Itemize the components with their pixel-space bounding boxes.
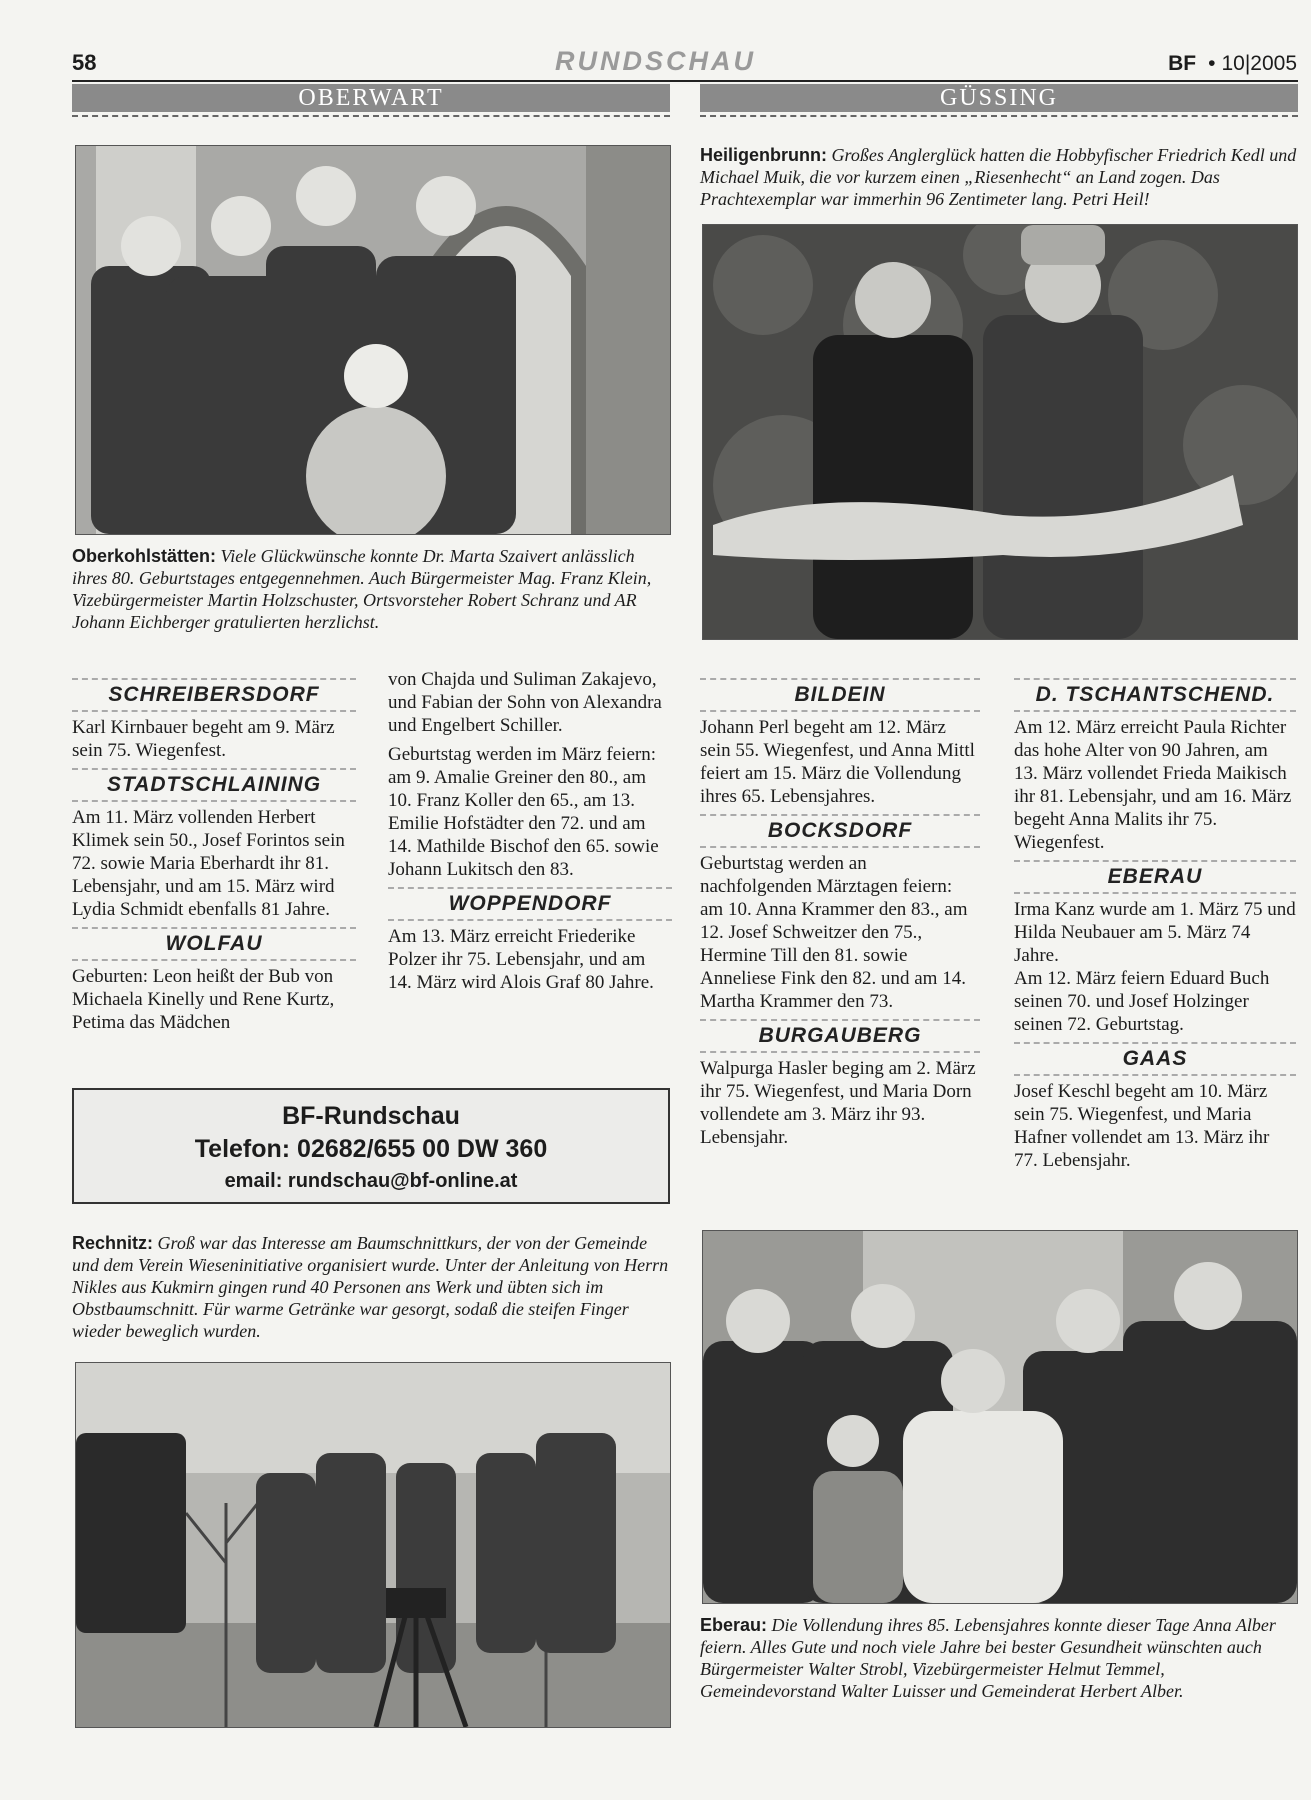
caption-eberau — [700, 1614, 1300, 1702]
issue-info — [1168, 52, 1297, 76]
caption-text: Viele Glückwünsche konnte Dr. Marta Szaivert anlässlich ihres 80. Geburtstages entgegennehmen. Auch Bürgermeister Mag. Franz Klein, Vizebürgermeister Martin Holzschuster, Ortsvorsteher Robert Schranz und AR Johann Eichberger gratulierten herzlichst. — [72, 546, 652, 632]
text-deutsch-tschantschendorf: Am 12. März erreicht Paula Richter das hohe Alter von 90 Jahren, am 13. März vollendet Frieda Maikisch ihr 81. Lebensjahr, und am 16. März begeht Anna Malits ihr 75. Wiegenfest. — [1014, 717, 1292, 853]
brand: BF — [1168, 52, 1197, 75]
caption-rechnitz — [72, 1232, 672, 1342]
column-3 — [700, 678, 980, 1155]
text-bildein: Johann Perl begeht am 12. März sein 55. Wiegenfest, und Anna Mittl feiert am 15. März die Vollendung ihres 65. Lebensjahres. — [700, 717, 975, 807]
heading-woppendorf: WOPPENDORF — [388, 887, 672, 921]
photo-eberau — [702, 1230, 1298, 1604]
section-oberwart: OBERWART — [72, 84, 670, 112]
text-burgauberg: Walpurga Hasler beging am 2. März ihr 75. Wiegenfest, und Maria Dorn vollendete am 3. März ihr 93. Lebensjahr. — [700, 1058, 976, 1148]
photo-heiligenbrunn — [702, 224, 1298, 640]
header-rule — [72, 80, 1298, 82]
caption-text: Groß war das Interesse am Baumschnittkurs, der von der Gemeinde und dem Verein Wieseninitiative organisiert wurde. Unter der Anleitung von Herrn Nikles aus Kukmirn gingen rund 40 Personen ans Werk und übten sich im Obstbaumschnitt. Für warme Getränke war gesorgt, sodaß die steifen Finger wieder beweglich wurden. — [72, 1233, 669, 1341]
text-birthdays-march: Geburtstag werden im März feiern: am 9. Amalie Greiner den 80., am 10. Franz Koller den 65., am 13. Emilie Hofstädter den 72. und am 14. Mathilde Bischof den 65. sowie Johann Lukitsch den 83. — [388, 744, 659, 880]
heading-wolfau: WOLFAU — [72, 927, 356, 961]
caption-oberkohlstaetten — [72, 545, 672, 633]
separator: • — [1208, 52, 1216, 75]
caption-place: Rechnitz: — [72, 1233, 153, 1253]
caption-place: Eberau: — [700, 1615, 768, 1635]
text-wolfau-continued: von Chajda und Suliman Zakajevo, und Fabian der Sohn von Alexandra und Engelbert Schiller. — [388, 669, 662, 736]
text-schreibersdorf: Karl Kirnbauer begeht am 9. März sein 75. Wiegenfest. — [72, 717, 335, 761]
text-eberau: Irma Kanz wurde am 1. März 75 und Hilda Neubauer am 5. März 74 Jahre. — [1014, 899, 1296, 966]
heading-eberau: EBERAU — [1014, 860, 1296, 894]
section-divider-right — [700, 115, 1298, 117]
text-wolfau: Geburten: Leon heißt der Bub von Michaela Kinelly und Rene Kurtz, Petima das Mädchen — [72, 966, 335, 1033]
contact-title: BF-Rundschau — [282, 1102, 460, 1130]
heading-bildein: BILDEIN — [700, 678, 980, 712]
heading-burgauberg: BURGAUBERG — [700, 1019, 980, 1053]
photo-oberkohlstaetten — [75, 145, 671, 535]
section-divider-left — [72, 115, 670, 117]
heading-gaas: GAAS — [1014, 1042, 1296, 1076]
heading-bocksdorf: BOCKSDORF — [700, 814, 980, 848]
text-stadtschlaining: Am 11. März vollenden Herbert Klimek sein 50., Josef Forintos sein 72. sowie Maria Eberhardt ihr 81. Lebensjahr, und am 15. März wird Lydia Schmidt ebenfalls 81 Jahre. — [72, 807, 345, 920]
column-4 — [1014, 678, 1296, 1178]
contact-box — [72, 1088, 670, 1204]
caption-text: Die Vollendung ihres 85. Lebensjahres konnte dieser Tage Anna Alber feiern. Alles Gute und noch viele Jahre bei bester Gesundheit wünschten auch Bürgermeister Walter Strobl, Vizebürgermeister Helmut Temmel, Gemeindevorstand Walter Luisser und Gemeinderat Herbert Alber. — [700, 1615, 1276, 1701]
caption-place: Heiligenbrunn: — [700, 145, 827, 165]
text-bocksdorf: Geburtstag werden an nachfolgenden Märztagen feiern: am 10. Anna Krammer den 83., am 12. Josef Schweitzer den 75., Hermine Till den 81. sowie Anneliese Fink den 82. und am 14. Martha Krammer den 73. — [700, 853, 968, 1012]
issue-number: 10|2005 — [1221, 52, 1297, 75]
contact-email: email: rundschau@bf-online.at — [224, 1170, 518, 1192]
newspaper-name: RUNDSCHAU — [555, 46, 756, 76]
section-guessing: GÜSSING — [700, 84, 1298, 112]
heading-deutsch-tschantschendorf: D. TSCHANTSCHEND. — [1014, 678, 1296, 712]
heading-schreibersdorf: SCHREIBERSDORF — [72, 678, 356, 712]
photo-rechnitz — [75, 1362, 671, 1728]
caption-heiligenbrunn — [700, 144, 1298, 210]
contact-phone: Telefon: 02682/655 00 DW 360 — [194, 1135, 548, 1163]
column-1 — [72, 678, 356, 1040]
text-woppendorf: Am 13. März erreicht Friederike Polzer ihr 75. Lebensjahr, und am 14. März wird Alois Graf 80 Jahre. — [388, 926, 654, 993]
text-gaas: Josef Keschl begeht am 10. März sein 75. Wiegenfest, und Maria Hafner vollendet am 13. März ihr 77. Lebensjahr. — [1014, 1081, 1270, 1171]
page-number: 58 — [72, 50, 97, 75]
text-eberau-2: Am 12. März feiern Eduard Buch seinen 70. und Josef Holzinger seinen 72. Geburtstag. — [1014, 968, 1270, 1035]
caption-text: Großes Anglerglück hatten die Hobbyfischer Friedrich Kedl und Michael Muik, die vor kurzem einen „Riesenhecht“ an Land zogen. Das Prachtexemplar war immerhin 96 Zentimeter lang. Petri Heil! — [700, 145, 1297, 209]
caption-place: Oberkohlstätten: — [72, 546, 217, 566]
heading-stadtschlaining: STADTSCHLAINING — [72, 768, 356, 802]
column-2 — [388, 664, 672, 1000]
